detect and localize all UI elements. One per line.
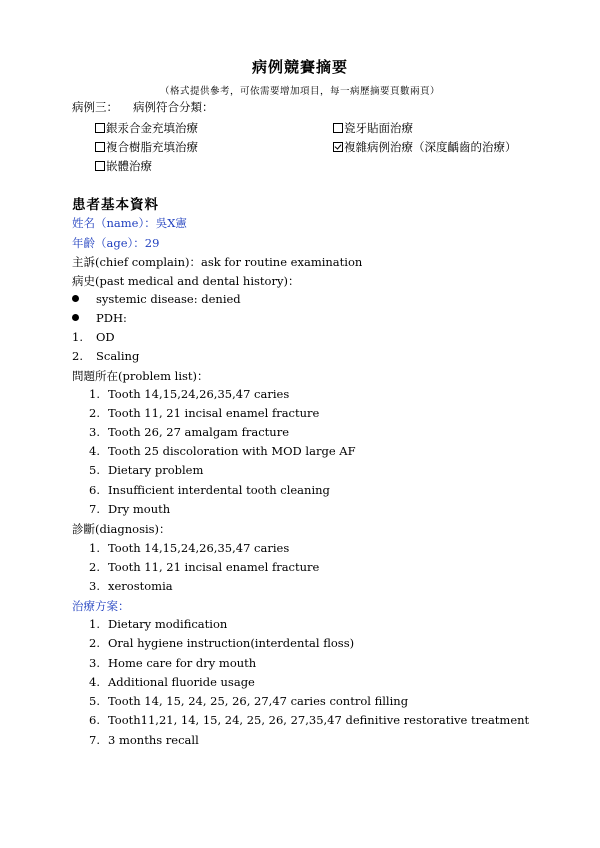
treatment-item: Oral hygiene instruction(interdental floss) xyxy=(108,636,355,650)
diagnosis-item: xerostomia xyxy=(108,579,173,593)
category-complex xyxy=(333,139,517,155)
checkbox-icon xyxy=(95,161,105,171)
category-inlay-label: 嵌體治療 xyxy=(106,159,152,173)
problem-item: Tooth 25 discoloration with MOD large AF xyxy=(108,444,356,458)
checkbox-icon xyxy=(333,123,343,133)
pdh-number: 2. xyxy=(72,349,83,363)
category-inlay xyxy=(95,158,152,174)
list-number: 2. xyxy=(89,560,100,574)
problem-item: Insufficient interdental tooth cleaning xyxy=(108,483,330,497)
treatment-item: Home care for dry mouth xyxy=(108,656,257,670)
list-number: 3. xyxy=(89,425,100,439)
list-number: 1. xyxy=(89,541,100,555)
list-number: 3. xyxy=(89,579,100,593)
checkbox-icon xyxy=(95,123,105,133)
category-complex-label: 複雜病例治療（深度齲齒的治療） xyxy=(344,140,517,154)
category-amalgam xyxy=(95,120,198,136)
problem-item: Tooth 11, 21 incisal enamel fracture xyxy=(108,406,320,420)
list-number: 4. xyxy=(89,675,100,689)
list-number: 6. xyxy=(89,713,100,727)
treatment-item: Dietary modification xyxy=(108,617,228,631)
diagnosis-item: Tooth 14,15,24,26,35,47 caries xyxy=(108,541,290,555)
pdh-item: Scaling xyxy=(96,349,140,363)
patient-name: 姓名（name）：吳X憲 xyxy=(72,216,187,230)
pdh-number: 1. xyxy=(72,330,83,344)
patient-heading: 患者基本資料 xyxy=(72,197,159,213)
page-subtitle: （格式提供參考，可依需要增加項目，每一病歷摘要頁數兩頁） xyxy=(159,86,440,97)
list-number: 5. xyxy=(89,694,100,708)
problem-item: Dry mouth xyxy=(108,502,171,516)
history-systemic: systemic disease: denied xyxy=(96,292,241,306)
treatment-item: Tooth11,21, 14, 15, 24, 25, 26, 27,35,47 definitive restorative treatment xyxy=(108,713,530,727)
treatment-item: Additional fluoride usage xyxy=(108,675,255,689)
treatment-item: Tooth 14, 15, 24, 25, 26, 27,47 caries control filling xyxy=(108,694,409,708)
chief-complaint: 主訴(chief complain)：ask for routine examination xyxy=(72,255,363,269)
list-number: 2. xyxy=(89,406,100,420)
problem-list-label: 問題所在(problem list)： xyxy=(72,369,209,383)
checkbox-icon xyxy=(95,142,105,152)
category-amalgam-label: 銀汞合金充填治療 xyxy=(106,121,198,135)
category-composite-label: 複合樹脂充填治療 xyxy=(106,140,198,154)
problem-item: Tooth 26, 27 amalgam fracture xyxy=(108,425,289,439)
patient-age: 年齡（age）：29 xyxy=(72,236,160,250)
case-label: 病例三： xyxy=(72,100,118,114)
list-number: 1. xyxy=(89,617,100,631)
checked-checkbox-icon xyxy=(333,142,343,152)
history-label: 病史(past medical and dental history)： xyxy=(72,274,300,288)
pdh-item: OD xyxy=(96,330,115,344)
category-label: 病例符合分類： xyxy=(133,100,214,114)
list-number: 4. xyxy=(89,444,100,458)
problem-item: Dietary problem xyxy=(108,463,204,477)
list-number: 3. xyxy=(89,656,100,670)
category-veneer-label: 瓷牙貼面治療 xyxy=(344,121,413,135)
list-number: 1. xyxy=(89,387,100,401)
list-number: 6. xyxy=(89,483,100,497)
bullet-icon xyxy=(72,295,79,302)
category-composite xyxy=(95,139,198,155)
bullet-icon xyxy=(72,314,79,321)
list-number: 7. xyxy=(89,502,100,516)
list-number: 7. xyxy=(89,733,100,747)
page-title: 病例競賽摘要 xyxy=(251,58,348,76)
diagnosis-item: Tooth 11, 21 incisal enamel fracture xyxy=(108,560,320,574)
history-pdh: PDH: xyxy=(96,311,127,325)
problem-item: Tooth 14,15,24,26,35,47 caries xyxy=(108,387,290,401)
treatment-item: 3 months recall xyxy=(108,733,199,747)
diagnosis-label: 診斷(diagnosis)： xyxy=(72,522,171,536)
list-number: 5. xyxy=(89,463,100,477)
category-veneer xyxy=(333,120,413,136)
treatment-label: 治療方案： xyxy=(72,599,130,613)
list-number: 2. xyxy=(89,636,100,650)
